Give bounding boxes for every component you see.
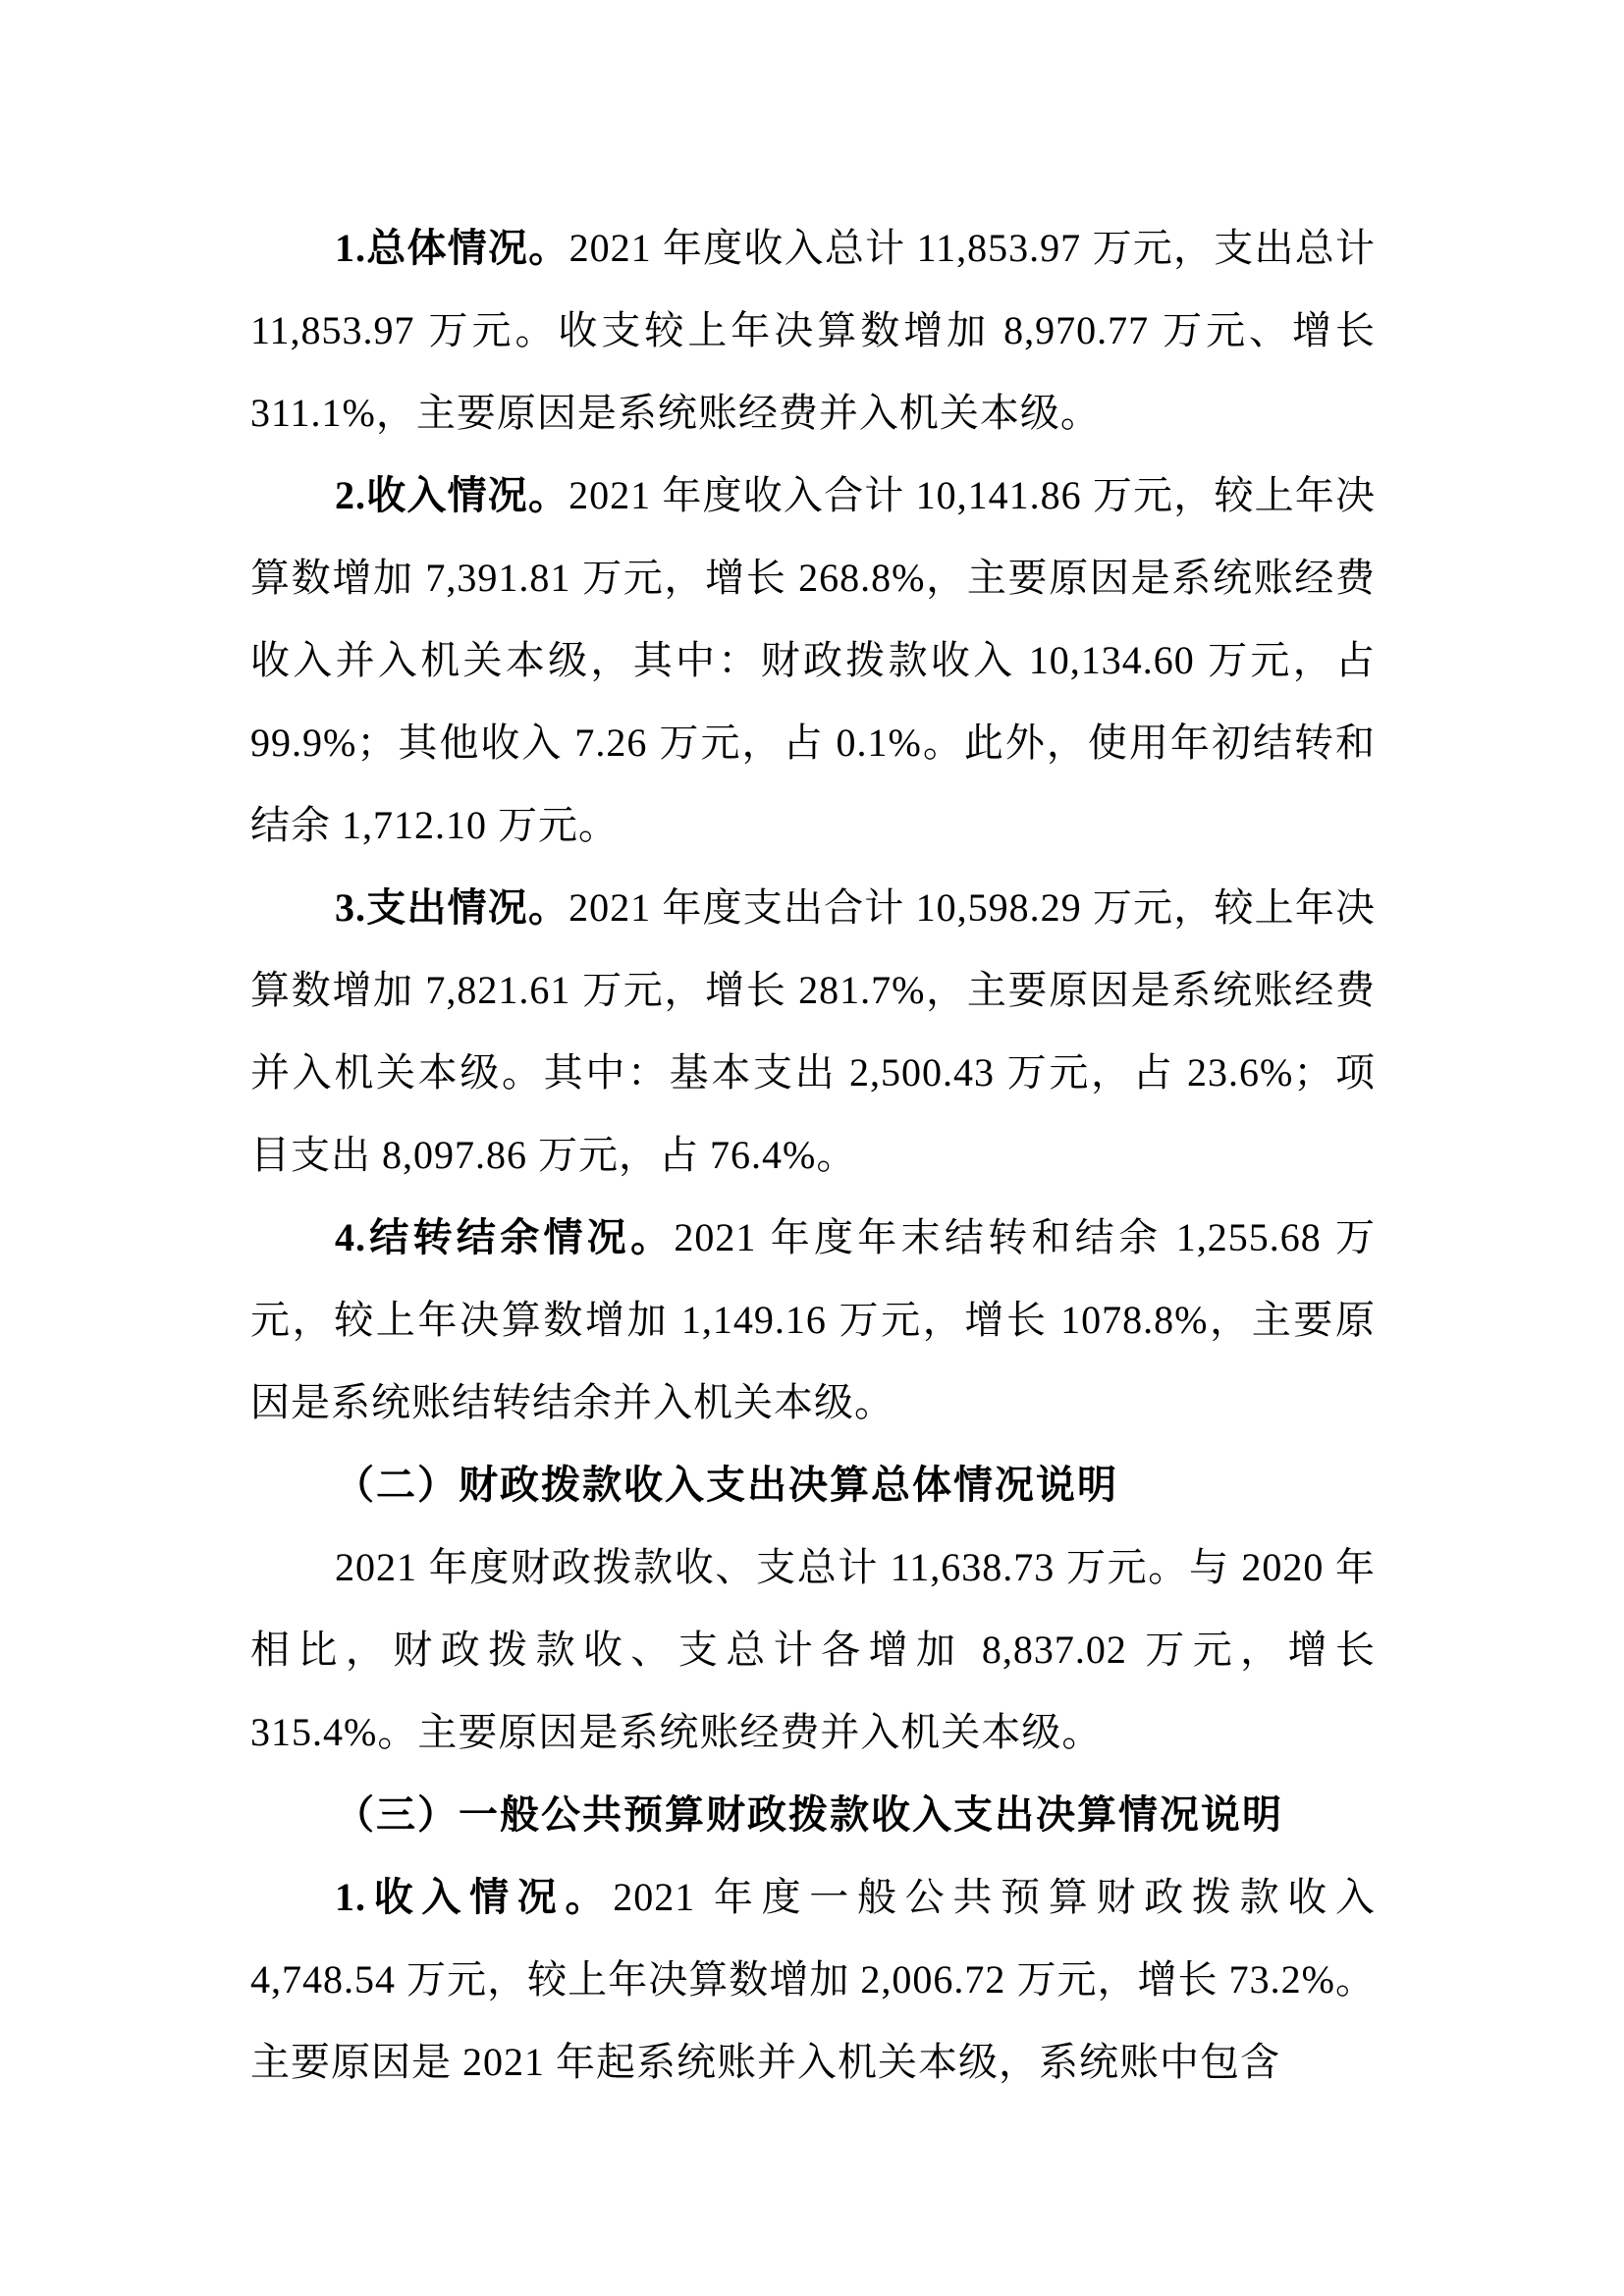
paragraph-text: 2021 年度一般公共预算财政拨款收入 4,748.54 万元，较上年决算数增加 2,006.72 万元，增长 73.2%。主要原因是 2021 年起系统账并入机关本级，系统账中包含: [250, 1875, 1377, 2084]
paragraph-text: 2021 年度财政拨款收、支总计 11,638.73 万元。与 2020 年相比，财政拨款收、支总计各增加 8,837.02 万元，增长 315.4%。主要原因是系统账经费并入机关本级。: [250, 1545, 1376, 1754]
section-heading-fiscal-overall: （二）财政拨款收入支出决算总体情况说明: [335, 1463, 1118, 1508]
paragraph-overall: [250, 207, 1376, 454]
section-heading-general-budget: （三）一般公共预算财政拨款收入支出决算情况说明: [335, 1792, 1283, 1838]
paragraph-lead: 4.结转结余情况。: [335, 1215, 675, 1259]
document-page: [250, 207, 1376, 2104]
paragraph-carryover: [250, 1197, 1376, 1444]
paragraph-text: 2021 年度收入合计 10,141.86 万元，较上年决算数增加 7,391.81 万元，增长 268.8%，主要原因是系统账经费收入并入机关本级，其中：财政拨款收入 10,134.60 万元，占 99.9%；其他收入 7.26 万元，占 0.1%。此外，使用年初结转和结余 1,712.10 万元。: [250, 473, 1377, 847]
paragraph-text: 2021 年度年末结转和结余 1,255.68 万元，较上年决算数增加 1,149.16 万元，增长 1078.8%，主要原因是系统账结转结余并入机关本级。: [250, 1215, 1377, 1424]
paragraph-text: 2021 年度收入总计 11,853.97 万元，支出总计 11,853.97 万元。收支较上年决算数增加 8,970.77 万元、增长 311.1%，主要原因是系统账经费并入机关本级。: [250, 226, 1377, 435]
paragraph-lead: 3.支出情况。: [335, 885, 569, 930]
paragraph-general-budget-income: [250, 1856, 1376, 2104]
paragraph-expenditure: [250, 867, 1376, 1197]
paragraph-lead: 2.收入情况。: [335, 473, 569, 517]
paragraph-lead: 1.总体情况。: [335, 226, 569, 270]
paragraph-fiscal-overall: [250, 1526, 1376, 1774]
paragraph-lead: 1.收入情况。: [335, 1875, 614, 1919]
paragraph-income: [250, 454, 1376, 867]
paragraph-text: 2021 年度支出合计 10,598.29 万元，较上年决算数增加 7,821.61 万元，增长 281.7%，主要原因是系统账经费并入机关本级。其中：基本支出 2,500.43 万元，占 23.6%；项目支出 8,097.86 万元，占 76.4%。: [250, 885, 1377, 1177]
